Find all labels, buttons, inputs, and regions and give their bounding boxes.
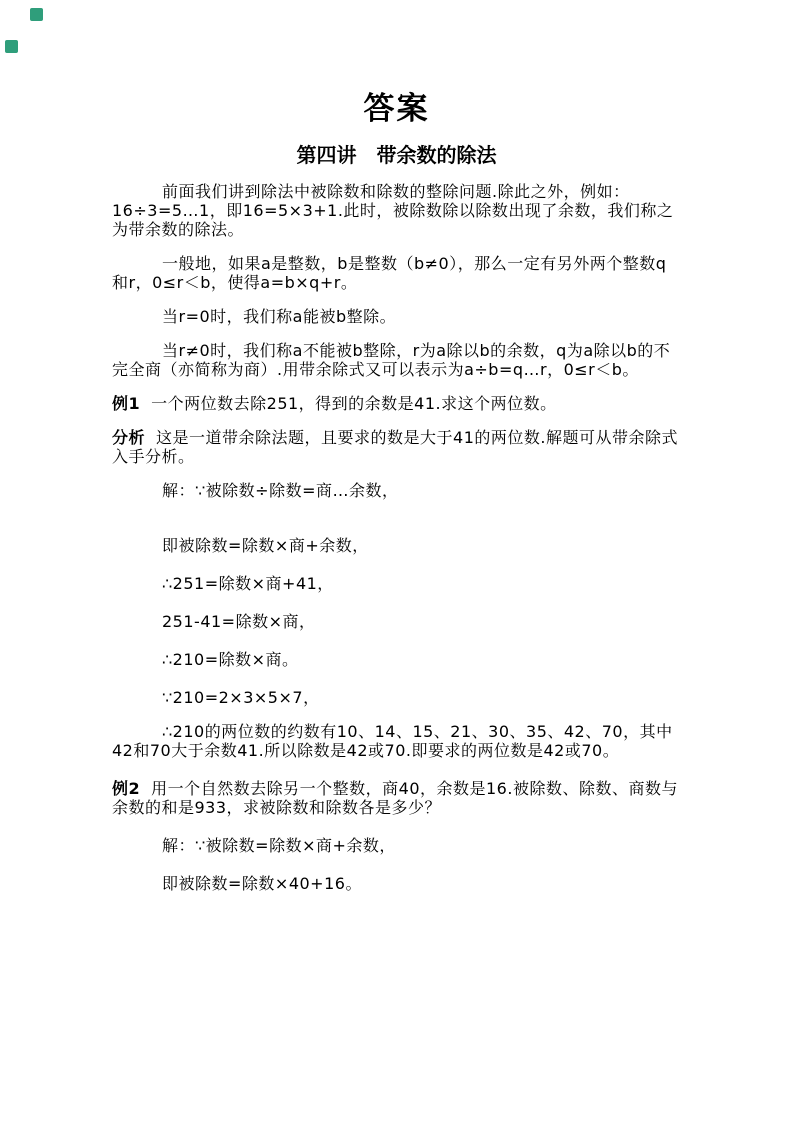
teal-square-icon[interactable] bbox=[30, 8, 43, 21]
intro-paragraph: 前面我们讲到除法中被除数和除数的整除问题.除此之外，例如：16÷3=5…1，即16=5×3+1.此时，被除数除以除数出现了余数，我们称之为带余数的除法。 bbox=[112, 182, 674, 239]
analysis-text: 这是一道带余除法题，且要求的数是大于41的两位数.解题可从带余除式入手分析。 bbox=[112, 428, 678, 466]
analysis-label: 分析 bbox=[112, 428, 146, 447]
solution1-step-factorization-equation: ∵210=2×3×5×7， bbox=[162, 688, 320, 707]
solution1-step-210-equation: ∴210=除数×商。 bbox=[162, 650, 299, 669]
example1-text: 一个两位数去除251，得到的余数是41.求这个两位数。 bbox=[151, 394, 557, 413]
analysis-paragraph bbox=[112, 428, 681, 466]
page-title: 答案 bbox=[363, 91, 430, 127]
example2-label: 例2 bbox=[112, 779, 141, 798]
example1-paragraph bbox=[112, 394, 681, 413]
teal-square-icon[interactable] bbox=[5, 40, 18, 53]
solution1-step-division-formula: 解：∵被除数÷除数=商…余数， bbox=[162, 481, 399, 500]
solution2-step-40-16-equation: 即被除数=除数×40+16。 bbox=[162, 874, 362, 893]
solution2-step-dividend-formula: 解：∵被除数=除数×商+余数， bbox=[162, 836, 396, 855]
example2-text: 用一个自然数去除另一个整数，商40，余数是16.被除数、除数、商数与余数的和是933，求被除数和除数各是多少？ bbox=[112, 779, 678, 817]
document-body bbox=[112, 182, 681, 893]
solution1-step-subtraction-equation: 251-41=除数×商， bbox=[162, 612, 316, 631]
example2-paragraph bbox=[112, 779, 681, 817]
solution1-step-251-equation: ∴251=除数×商+41， bbox=[162, 574, 334, 593]
r-nonzero-paragraph: 当r≠0时，我们称a不能被b整除，r为a除以b的余数，q为a除以b的不完全商（亦简称为商）.用带余除式又可以表示为a÷b=q…r，0≤r＜b。 bbox=[112, 341, 671, 379]
example1-label: 例1 bbox=[112, 394, 141, 413]
definition-paragraph: 一般地，如果a是整数，b是整数（b≠0），那么一定有另外两个整数q和r，0≤r＜b，使得a=b×q+r。 bbox=[112, 254, 667, 292]
r-equals-zero-paragraph: 当r=0时，我们称a能被b整除。 bbox=[162, 307, 397, 326]
section-heading: 第四讲 带余数的除法 bbox=[296, 143, 497, 167]
solution1-conclusion-paragraph: ∴210的两位数的约数有10、14、15、21、30、35、42、70，其中42和70大于余数41.所以除数是42或70.即要求的两位数是42或70。 bbox=[112, 722, 673, 760]
solution1-step-dividend-formula: 即被除数=除数×商+余数， bbox=[162, 536, 369, 555]
